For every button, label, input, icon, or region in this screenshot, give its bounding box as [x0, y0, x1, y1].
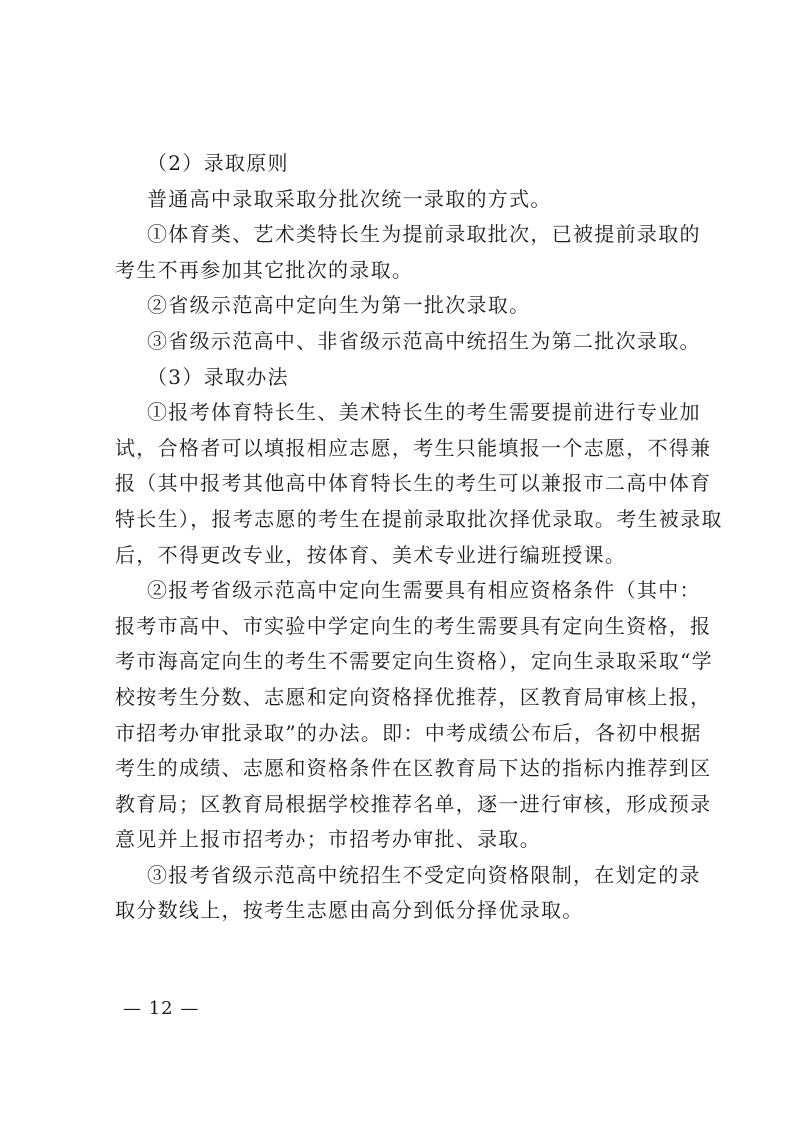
paragraph-line: 考生不再参加其它批次的录取。	[115, 257, 414, 282]
paragraph-line: ②报考省级示范高中定向生需要具有相应资格条件（其中：	[147, 578, 701, 603]
paragraph-line: 普通高中录取采取分批次统一录取的方式。	[147, 186, 552, 211]
paragraph-line: ③省级示范高中、非省级示范高中统招生为第二批次录取。	[147, 328, 701, 353]
paragraph-line: 后，不得更改专业，按体育、美术专业进行编班授课。	[115, 542, 627, 567]
document-body	[115, 146, 723, 929]
paragraph-line: 取分数线上，按考生志愿由高分到低分择优录取。	[115, 898, 584, 923]
paragraph-line: 特长生），报考志愿的考生在提前录取批次择优录取。考生被录取	[115, 506, 723, 531]
paragraph-line: ②省级示范高中定向生为第一批次录取。	[147, 293, 531, 318]
paragraph-line: 考市海高定向生的考生不需要定向生资格），定向生录取采取“学	[115, 649, 713, 674]
section-heading-admission-methods: （3）录取办法	[147, 364, 289, 389]
page-number: — 12 —	[123, 998, 200, 1019]
paragraph-line: 试，合格者可以填报相应志愿，考生只能填报一个志愿，不得兼	[115, 435, 712, 460]
paragraph-line: 教育局；区教育局根据学校推荐名单，逐一进行审核，形成预录	[115, 791, 712, 816]
paragraph-line: ③报考省级示范高中统招生不受定向资格限制，在划定的录	[147, 862, 701, 887]
paragraph-line: 报考市高中、市实验中学定向生的考生需要具有定向生资格，报	[115, 613, 712, 638]
paragraph-line: 校按考生分数、志愿和定向资格择优推荐，区教育局审核上报，	[115, 684, 712, 709]
paragraph-line: 考生的成绩、志愿和资格条件在区教育局下达的指标内推荐到区	[115, 756, 712, 781]
paragraph-line: ①报考体育特长生、美术特长生的考生需要提前进行专业加	[147, 400, 701, 425]
paragraph-line: 市招考办审批录取”的办法。即：中考成绩公布后，各初中根据	[115, 720, 702, 745]
paragraph-line: 报（其中报考其他高中体育特长生的考生可以兼报市二高中体育	[115, 471, 712, 496]
paragraph-line: ①体育类、艺术类特长生为提前录取批次，已被提前录取的	[147, 222, 701, 247]
section-heading-admission-principles: （2）录取原则	[147, 151, 289, 175]
paragraph-line: 意见并上报市招考办；市招考办审批、录取。	[115, 827, 541, 852]
